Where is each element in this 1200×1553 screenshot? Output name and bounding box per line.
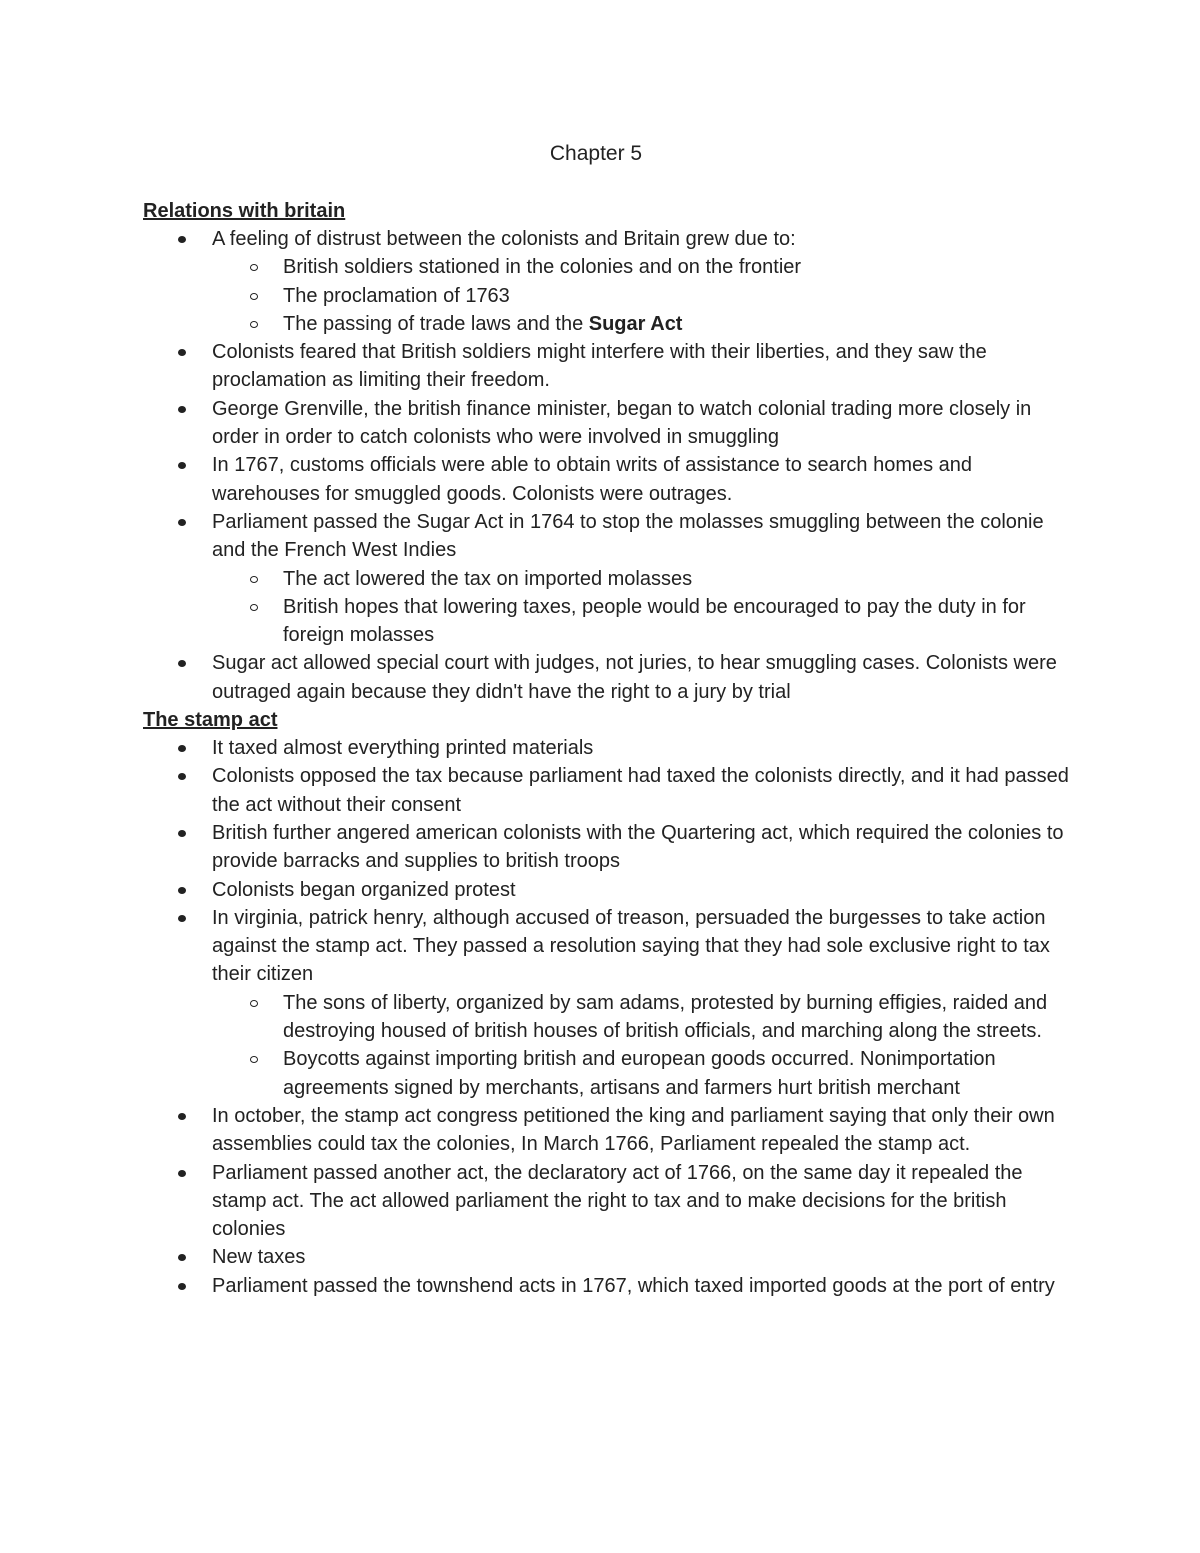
sugar-act-bold-text: Sugar Act: [588, 312, 683, 335]
bullet-item: Parliament passed the townshend acts in 1767, which taxed imported goods at the port of entry: [143, 1272, 1073, 1300]
section-heading-stamp-act: The stamp act: [143, 709, 278, 732]
bullet-item: A feeling of distrust between the colonists and Britain grew due to:: [143, 225, 1073, 253]
page-title: Chapter 5: [549, 142, 643, 165]
sub-bullet-text: The passing of trade laws and the: [283, 312, 589, 335]
section-heading-relations-with-britain: Relations with britain: [143, 200, 346, 222]
bullet-item: Parliament passed another act, the declaratory act of 1766, on the same day it repealed the stamp act. The act allowed parliament the right to tax and to make decisions for the british colonies: [143, 1159, 1073, 1244]
bullet-item: New taxes: [143, 1243, 1073, 1271]
bullet-item: Colonists opposed the tax because parliament had taxed the colonists directly, and it had passed the act without their consent: [143, 762, 1073, 819]
bullet-item: In october, the stamp act congress petitioned the king and parliament saying that only their own assemblies could tax the colonies, In March 1766, Parliament repealed the stamp act.: [143, 1102, 1073, 1159]
bullet-item: Sugar act allowed special court with judges, not juries, to hear smuggling cases. Colonists were outraged again because they didn't have the right to a jury by trial: [143, 649, 1073, 706]
bullet-item: British further angered american colonists with the Quartering act, which required the colonies to provide barracks and supplies to british troops: [143, 819, 1073, 876]
sub-bullet-item: The proclamation of 1763: [143, 282, 1073, 310]
bullet-item: Parliament passed the Sugar Act in 1764 to stop the molasses smuggling between the colonie and the French West Indies: [143, 508, 1073, 565]
bullet-list-relations: [143, 225, 1073, 706]
sub-bullet-item: British hopes that lowering taxes, people would be encouraged to pay the duty in for foreign molasses: [143, 593, 1073, 650]
sub-bullet-item: The act lowered the tax on imported molasses: [143, 565, 1073, 593]
bullet-list-stamp-act: [143, 734, 1073, 1300]
sub-bullet-item: [143, 310, 1073, 338]
bullet-item: Colonists feared that British soldiers might interfere with their liberties, and they saw the proclamation as limiting their freedom.: [143, 338, 1073, 395]
sub-bullet-item: British soldiers stationed in the colonies and on the frontier: [143, 253, 1073, 281]
document-body: [143, 197, 1073, 1300]
sub-bullet-item: Boycotts against importing british and european goods occurred. Nonimportation agreements signed by merchants, artisans and farmers hurt british merchant: [143, 1045, 1073, 1102]
bullet-item: It taxed almost everything printed materials: [143, 734, 1073, 762]
bullet-item: In virginia, patrick henry, although accused of treason, persuaded the burgesses to take action against the stamp act. They passed a resolution saying that they had sole exclusive right to tax their citizen: [143, 904, 1073, 989]
bullet-item: George Grenville, the british finance minister, began to watch colonial trading more closely in order in order to catch colonists who were involved in smuggling: [143, 395, 1073, 452]
sub-bullet-item: The sons of liberty, organized by sam adams, protested by burning effigies, raided and destroying housed of british houses of british officials, and marching along the streets.: [143, 989, 1073, 1046]
bullet-item: In 1767, customs officials were able to obtain writs of assistance to search homes and warehouses for smuggled goods. Colonists were outrages.: [143, 451, 1073, 508]
bullet-item: Colonists began organized protest: [143, 876, 1073, 904]
